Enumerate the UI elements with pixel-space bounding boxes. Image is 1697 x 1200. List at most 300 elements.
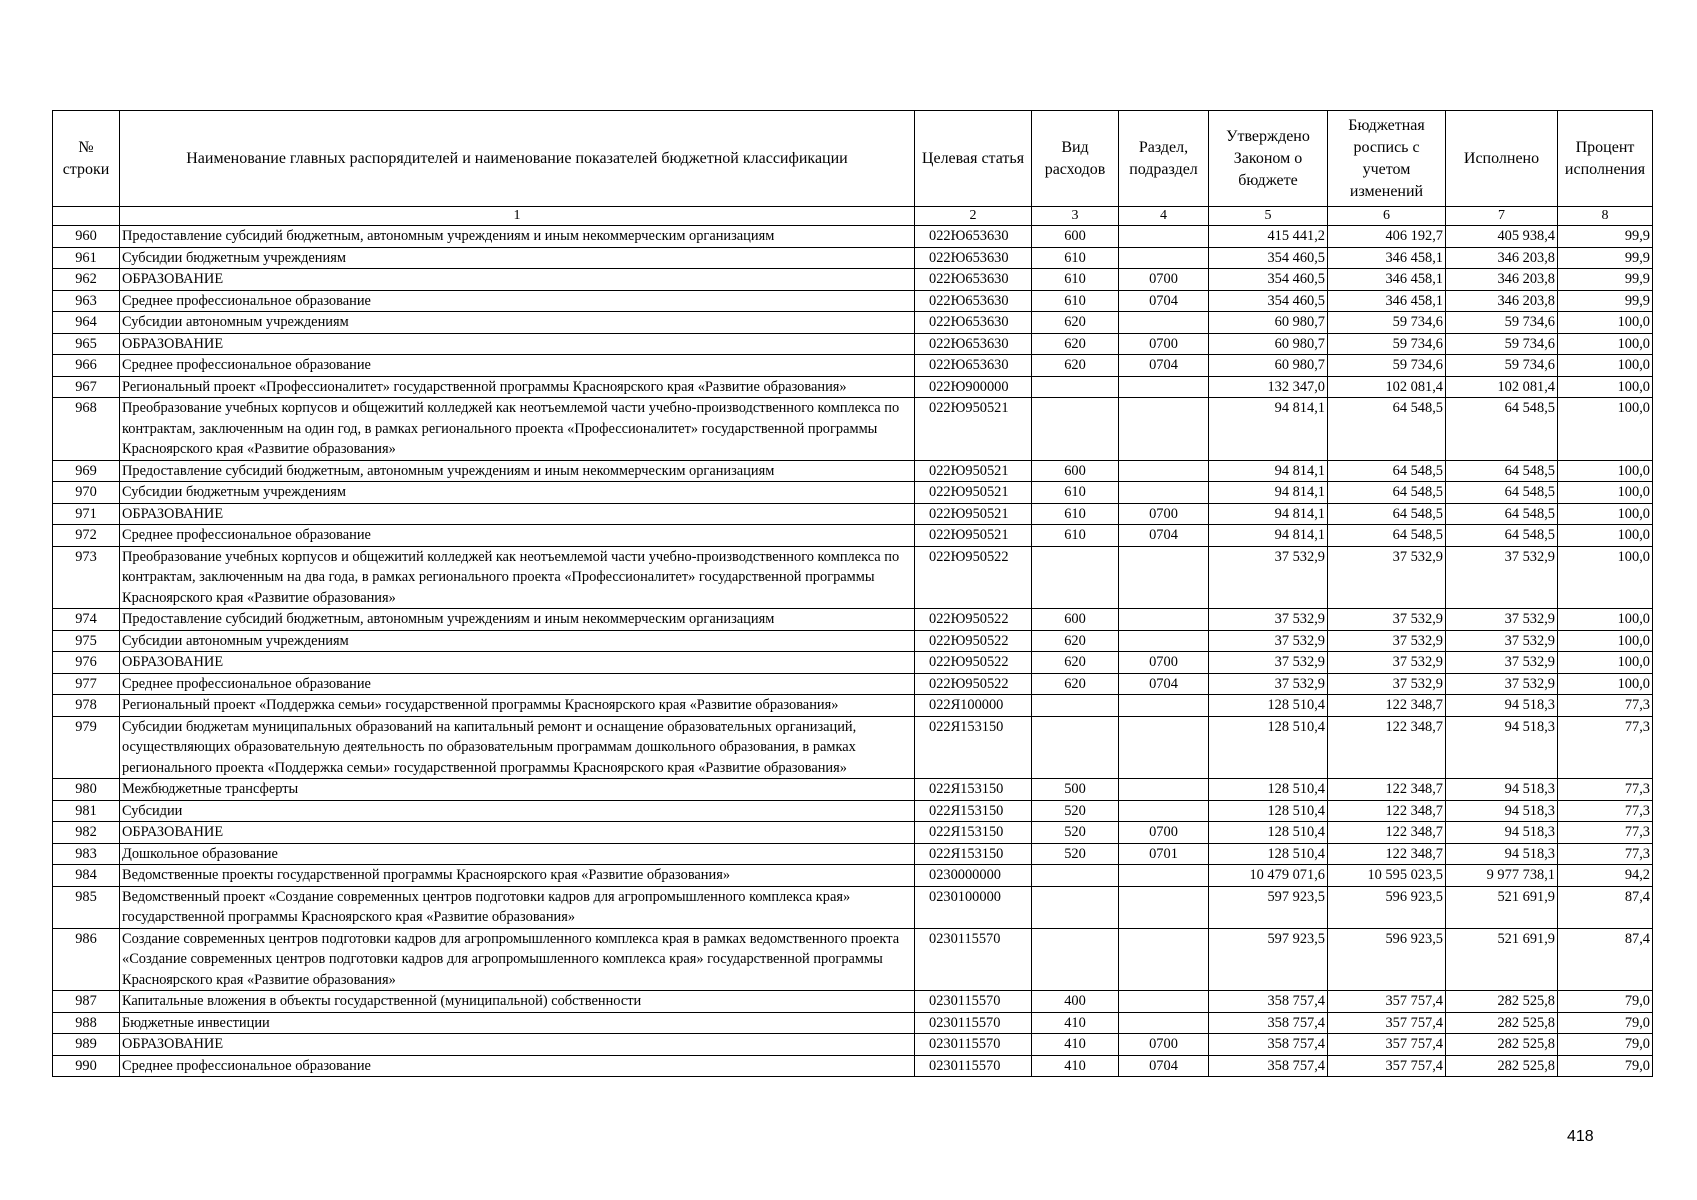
budget-list-amount: 346 458,1 xyxy=(1328,269,1446,291)
section-code: 0700 xyxy=(1119,822,1209,844)
budget-list-amount: 596 923,5 xyxy=(1328,886,1446,928)
approved-amount: 37 532,9 xyxy=(1209,673,1328,695)
target-article: 022Ю653630 xyxy=(915,333,1032,355)
approved-amount: 128 510,4 xyxy=(1209,822,1328,844)
row-name: Субсидии бюджетным учреждениям xyxy=(120,247,915,269)
execution-percent: 99,9 xyxy=(1558,247,1653,269)
table-row xyxy=(53,1012,1653,1034)
approved-amount: 10 479 071,6 xyxy=(1209,865,1328,887)
execution-percent: 79,0 xyxy=(1558,1055,1653,1077)
budget-list-amount: 37 532,9 xyxy=(1328,652,1446,674)
target-article: 0230100000 xyxy=(915,886,1032,928)
table-row xyxy=(53,247,1653,269)
target-article: 022Ю653630 xyxy=(915,247,1032,269)
section-code xyxy=(1119,779,1209,801)
table-row xyxy=(53,652,1653,674)
executed-amount: 37 532,9 xyxy=(1446,609,1558,631)
expense-type xyxy=(1032,376,1119,398)
row-number: 976 xyxy=(53,652,120,674)
approved-amount: 358 757,4 xyxy=(1209,1012,1328,1034)
approved-amount: 358 757,4 xyxy=(1209,1055,1328,1077)
expense-type xyxy=(1032,886,1119,928)
column-number: 5 xyxy=(1209,207,1328,226)
row-name: ОБРАЗОВАНИЕ xyxy=(120,822,915,844)
row-number: 977 xyxy=(53,673,120,695)
budget-list-amount: 10 595 023,5 xyxy=(1328,865,1446,887)
executed-amount: 59 734,6 xyxy=(1446,355,1558,377)
target-article: 0230115570 xyxy=(915,1012,1032,1034)
table-row xyxy=(53,843,1653,865)
target-article: 022Ю900000 xyxy=(915,376,1032,398)
header-budget-list: Бюджетная роспись с учетом изменений xyxy=(1328,111,1446,207)
executed-amount: 94 518,3 xyxy=(1446,800,1558,822)
budget-list-amount: 64 548,5 xyxy=(1328,482,1446,504)
executed-amount: 94 518,3 xyxy=(1446,695,1558,717)
column-number: 1 xyxy=(120,207,915,226)
table-row xyxy=(53,865,1653,887)
section-code: 0700 xyxy=(1119,333,1209,355)
section-code xyxy=(1119,398,1209,461)
section-code: 0704 xyxy=(1119,1055,1209,1077)
budget-list-amount: 122 348,7 xyxy=(1328,695,1446,717)
target-article: 022Ю653630 xyxy=(915,312,1032,334)
target-article: 022Я153150 xyxy=(915,800,1032,822)
execution-percent: 100,0 xyxy=(1558,312,1653,334)
executed-amount: 282 525,8 xyxy=(1446,1012,1558,1034)
target-article: 022Ю653630 xyxy=(915,355,1032,377)
row-number: 968 xyxy=(53,398,120,461)
expense-type: 620 xyxy=(1032,630,1119,652)
table-row xyxy=(53,1055,1653,1077)
target-article: 022Я153150 xyxy=(915,779,1032,801)
executed-amount: 64 548,5 xyxy=(1446,525,1558,547)
table-row xyxy=(53,928,1653,991)
section-code xyxy=(1119,226,1209,248)
executed-amount: 37 532,9 xyxy=(1446,673,1558,695)
budget-list-amount: 37 532,9 xyxy=(1328,673,1446,695)
row-number: 989 xyxy=(53,1034,120,1056)
table-row xyxy=(53,1034,1653,1056)
budget-list-amount: 406 192,7 xyxy=(1328,226,1446,248)
header-target-article: Целевая статья xyxy=(915,111,1032,207)
approved-amount: 37 532,9 xyxy=(1209,546,1328,609)
approved-amount: 94 814,1 xyxy=(1209,398,1328,461)
execution-percent: 79,0 xyxy=(1558,1034,1653,1056)
table-row xyxy=(53,312,1653,334)
approved-amount: 597 923,5 xyxy=(1209,886,1328,928)
budget-list-amount: 64 548,5 xyxy=(1328,503,1446,525)
table-row xyxy=(53,525,1653,547)
executed-amount: 64 548,5 xyxy=(1446,398,1558,461)
target-article: 022Ю950521 xyxy=(915,398,1032,461)
expense-type: 520 xyxy=(1032,822,1119,844)
section-code xyxy=(1119,1012,1209,1034)
target-article: 0230115570 xyxy=(915,928,1032,991)
approved-amount: 354 460,5 xyxy=(1209,269,1328,291)
column-number: 7 xyxy=(1446,207,1558,226)
target-article: 022Ю950522 xyxy=(915,609,1032,631)
approved-amount: 354 460,5 xyxy=(1209,247,1328,269)
execution-percent: 77,3 xyxy=(1558,843,1653,865)
section-code xyxy=(1119,247,1209,269)
row-number: 979 xyxy=(53,716,120,779)
section-code: 0704 xyxy=(1119,673,1209,695)
execution-percent: 100,0 xyxy=(1558,333,1653,355)
header-expense-type: Вид расходов xyxy=(1032,111,1119,207)
row-name: Региональный проект «Профессионалитет» государственной программы Красноярского края «Развитие образования» xyxy=(120,376,915,398)
budget-table xyxy=(52,110,1653,1077)
execution-percent: 99,9 xyxy=(1558,290,1653,312)
executed-amount: 37 532,9 xyxy=(1446,652,1558,674)
approved-amount: 37 532,9 xyxy=(1209,652,1328,674)
target-article: 022Я153150 xyxy=(915,716,1032,779)
budget-list-amount: 122 348,7 xyxy=(1328,779,1446,801)
header-executed: Исполнено xyxy=(1446,111,1558,207)
expense-type: 600 xyxy=(1032,226,1119,248)
budget-list-amount: 122 348,7 xyxy=(1328,716,1446,779)
target-article: 022Ю950521 xyxy=(915,482,1032,504)
execution-percent: 87,4 xyxy=(1558,928,1653,991)
executed-amount: 282 525,8 xyxy=(1446,1055,1558,1077)
section-code: 0700 xyxy=(1119,503,1209,525)
row-name: Среднее профессиональное образование xyxy=(120,290,915,312)
executed-amount: 346 203,8 xyxy=(1446,269,1558,291)
column-number: 3 xyxy=(1032,207,1119,226)
expense-type: 610 xyxy=(1032,269,1119,291)
header-percent: Процент исполнения xyxy=(1558,111,1653,207)
row-number: 964 xyxy=(53,312,120,334)
expense-type: 400 xyxy=(1032,991,1119,1013)
execution-percent: 100,0 xyxy=(1558,376,1653,398)
row-name: Предоставление субсидий бюджетным, автономным учреждениям и иным некоммерческим организациям xyxy=(120,609,915,631)
approved-amount: 128 510,4 xyxy=(1209,843,1328,865)
approved-amount: 94 814,1 xyxy=(1209,482,1328,504)
approved-amount: 597 923,5 xyxy=(1209,928,1328,991)
execution-percent: 87,4 xyxy=(1558,886,1653,928)
table-row xyxy=(53,546,1653,609)
row-name: Ведомственные проекты государственной программы Красноярского края «Развитие образования» xyxy=(120,865,915,887)
executed-amount: 282 525,8 xyxy=(1446,991,1558,1013)
section-code xyxy=(1119,460,1209,482)
section-code xyxy=(1119,800,1209,822)
section-code xyxy=(1119,482,1209,504)
executed-amount: 521 691,9 xyxy=(1446,886,1558,928)
row-name: Среднее профессиональное образование xyxy=(120,355,915,377)
expense-type: 620 xyxy=(1032,312,1119,334)
expense-type: 600 xyxy=(1032,609,1119,631)
expense-type: 610 xyxy=(1032,290,1119,312)
row-number: 988 xyxy=(53,1012,120,1034)
section-code xyxy=(1119,991,1209,1013)
budget-list-amount: 346 458,1 xyxy=(1328,247,1446,269)
column-number: 2 xyxy=(915,207,1032,226)
target-article: 022Ю950522 xyxy=(915,652,1032,674)
table-row xyxy=(53,800,1653,822)
target-article: 022Ю950521 xyxy=(915,525,1032,547)
approved-amount: 128 510,4 xyxy=(1209,800,1328,822)
executed-amount: 94 518,3 xyxy=(1446,779,1558,801)
row-name: ОБРАЗОВАНИЕ xyxy=(120,1034,915,1056)
executed-amount: 64 548,5 xyxy=(1446,460,1558,482)
row-name: Межбюджетные трансферты xyxy=(120,779,915,801)
budget-list-amount: 122 348,7 xyxy=(1328,800,1446,822)
column-number-blank xyxy=(53,207,120,226)
execution-percent: 100,0 xyxy=(1558,355,1653,377)
target-article: 022Я100000 xyxy=(915,695,1032,717)
table-row xyxy=(53,886,1653,928)
budget-list-amount: 346 458,1 xyxy=(1328,290,1446,312)
row-number: 981 xyxy=(53,800,120,822)
expense-type: 410 xyxy=(1032,1055,1119,1077)
budget-list-amount: 596 923,5 xyxy=(1328,928,1446,991)
row-name: ОБРАЗОВАНИЕ xyxy=(120,503,915,525)
budget-list-amount: 64 548,5 xyxy=(1328,398,1446,461)
row-name: Предоставление субсидий бюджетным, автономным учреждениям и иным некоммерческим организациям xyxy=(120,460,915,482)
row-number: 963 xyxy=(53,290,120,312)
executed-amount: 405 938,4 xyxy=(1446,226,1558,248)
executed-amount: 37 532,9 xyxy=(1446,630,1558,652)
column-number: 6 xyxy=(1328,207,1446,226)
table-row xyxy=(53,716,1653,779)
table-row xyxy=(53,376,1653,398)
approved-amount: 37 532,9 xyxy=(1209,630,1328,652)
row-number: 982 xyxy=(53,822,120,844)
budget-list-amount: 102 081,4 xyxy=(1328,376,1446,398)
row-number: 986 xyxy=(53,928,120,991)
target-article: 022Ю653630 xyxy=(915,226,1032,248)
execution-percent: 99,9 xyxy=(1558,226,1653,248)
row-name: ОБРАЗОВАНИЕ xyxy=(120,269,915,291)
execution-percent: 100,0 xyxy=(1558,460,1653,482)
header-section: Раздел, подраздел xyxy=(1119,111,1209,207)
approved-amount: 94 814,1 xyxy=(1209,460,1328,482)
table-row xyxy=(53,398,1653,461)
expense-type xyxy=(1032,546,1119,609)
approved-amount: 128 510,4 xyxy=(1209,716,1328,779)
table-row xyxy=(53,503,1653,525)
execution-percent: 100,0 xyxy=(1558,609,1653,631)
row-number: 970 xyxy=(53,482,120,504)
budget-list-amount: 59 734,6 xyxy=(1328,355,1446,377)
budget-list-amount: 357 757,4 xyxy=(1328,991,1446,1013)
row-number: 975 xyxy=(53,630,120,652)
row-name: Субсидии xyxy=(120,800,915,822)
row-name: Ведомственный проект «Создание современных центров подготовки кадров для агропромышленного комплекса края» государственной программы Красноярского края «Развитие образования» xyxy=(120,886,915,928)
executed-amount: 346 203,8 xyxy=(1446,290,1558,312)
executed-amount: 59 734,6 xyxy=(1446,312,1558,334)
execution-percent: 94,2 xyxy=(1558,865,1653,887)
executed-amount: 346 203,8 xyxy=(1446,247,1558,269)
column-number-row xyxy=(53,207,1653,226)
target-article: 022Ю950522 xyxy=(915,630,1032,652)
execution-percent: 79,0 xyxy=(1558,991,1653,1013)
expense-type: 620 xyxy=(1032,652,1119,674)
page-number: 418 xyxy=(1567,1128,1594,1145)
row-number: 973 xyxy=(53,546,120,609)
table-row xyxy=(53,695,1653,717)
executed-amount: 521 691,9 xyxy=(1446,928,1558,991)
section-code xyxy=(1119,546,1209,609)
execution-percent: 77,3 xyxy=(1558,822,1653,844)
row-name: Среднее профессиональное образование xyxy=(120,1055,915,1077)
expense-type: 600 xyxy=(1032,460,1119,482)
budget-list-amount: 122 348,7 xyxy=(1328,822,1446,844)
column-number: 8 xyxy=(1558,207,1653,226)
expense-type: 520 xyxy=(1032,800,1119,822)
row-name: Преобразование учебных корпусов и общежитий колледжей как неотъемлемой части учебно-производственного комплекса по контрактам, заключенным на два года, в рамках регионального проекта «Профессионалитет» государственной программы Красноярского края «Развитие образования» xyxy=(120,546,915,609)
approved-amount: 128 510,4 xyxy=(1209,779,1328,801)
executed-amount: 37 532,9 xyxy=(1446,546,1558,609)
row-number: 980 xyxy=(53,779,120,801)
row-number: 990 xyxy=(53,1055,120,1077)
expense-type: 610 xyxy=(1032,503,1119,525)
executed-amount: 94 518,3 xyxy=(1446,822,1558,844)
row-number: 978 xyxy=(53,695,120,717)
row-number: 987 xyxy=(53,991,120,1013)
budget-list-amount: 64 548,5 xyxy=(1328,460,1446,482)
section-code xyxy=(1119,609,1209,631)
column-number: 4 xyxy=(1119,207,1209,226)
executed-amount: 94 518,3 xyxy=(1446,716,1558,779)
section-code xyxy=(1119,312,1209,334)
execution-percent: 100,0 xyxy=(1558,652,1653,674)
budget-list-amount: 59 734,6 xyxy=(1328,333,1446,355)
execution-percent: 100,0 xyxy=(1558,503,1653,525)
expense-type: 620 xyxy=(1032,355,1119,377)
target-article: 0230115570 xyxy=(915,1055,1032,1077)
budget-list-amount: 357 757,4 xyxy=(1328,1034,1446,1056)
row-name: Субсидии бюджетным учреждениям xyxy=(120,482,915,504)
section-code xyxy=(1119,886,1209,928)
row-number: 985 xyxy=(53,886,120,928)
header-approved: Утверждено Законом о бюджете xyxy=(1209,111,1328,207)
approved-amount: 60 980,7 xyxy=(1209,333,1328,355)
expense-type: 610 xyxy=(1032,247,1119,269)
table-row xyxy=(53,333,1653,355)
execution-percent: 100,0 xyxy=(1558,398,1653,461)
row-name: Капитальные вложения в объекты государственной (муниципальной) собственности xyxy=(120,991,915,1013)
section-code: 0700 xyxy=(1119,652,1209,674)
approved-amount: 60 980,7 xyxy=(1209,312,1328,334)
executed-amount: 59 734,6 xyxy=(1446,333,1558,355)
expense-type: 610 xyxy=(1032,525,1119,547)
section-code xyxy=(1119,376,1209,398)
section-code: 0701 xyxy=(1119,843,1209,865)
approved-amount: 358 757,4 xyxy=(1209,1034,1328,1056)
row-number: 972 xyxy=(53,525,120,547)
section-code: 0700 xyxy=(1119,269,1209,291)
approved-amount: 37 532,9 xyxy=(1209,609,1328,631)
execution-percent: 100,0 xyxy=(1558,630,1653,652)
row-number: 965 xyxy=(53,333,120,355)
approved-amount: 94 814,1 xyxy=(1209,503,1328,525)
row-name: Бюджетные инвестиции xyxy=(120,1012,915,1034)
execution-percent: 100,0 xyxy=(1558,482,1653,504)
expense-type xyxy=(1032,695,1119,717)
target-article: 022Ю653630 xyxy=(915,290,1032,312)
table-row xyxy=(53,355,1653,377)
table-row xyxy=(53,673,1653,695)
budget-list-amount: 122 348,7 xyxy=(1328,843,1446,865)
expense-type xyxy=(1032,928,1119,991)
budget-list-amount: 59 734,6 xyxy=(1328,312,1446,334)
approved-amount: 94 814,1 xyxy=(1209,525,1328,547)
row-name: Региональный проект «Поддержка семьи» государственной программы Красноярского края «Развитие образования» xyxy=(120,695,915,717)
executed-amount: 94 518,3 xyxy=(1446,843,1558,865)
target-article: 022Я153150 xyxy=(915,843,1032,865)
budget-list-amount: 37 532,9 xyxy=(1328,630,1446,652)
row-name: Субсидии автономным учреждениям xyxy=(120,312,915,334)
expense-type: 500 xyxy=(1032,779,1119,801)
execution-percent: 79,0 xyxy=(1558,1012,1653,1034)
row-number: 960 xyxy=(53,226,120,248)
table-row xyxy=(53,226,1653,248)
row-name: Субсидии автономным учреждениям xyxy=(120,630,915,652)
execution-percent: 77,3 xyxy=(1558,695,1653,717)
approved-amount: 128 510,4 xyxy=(1209,695,1328,717)
table-row xyxy=(53,991,1653,1013)
target-article: 022Ю950521 xyxy=(915,460,1032,482)
expense-type: 620 xyxy=(1032,673,1119,695)
approved-amount: 60 980,7 xyxy=(1209,355,1328,377)
expense-type xyxy=(1032,398,1119,461)
target-article: 0230115570 xyxy=(915,1034,1032,1056)
target-article: 0230000000 xyxy=(915,865,1032,887)
budget-list-amount: 64 548,5 xyxy=(1328,525,1446,547)
row-number: 961 xyxy=(53,247,120,269)
expense-type: 410 xyxy=(1032,1012,1119,1034)
execution-percent: 99,9 xyxy=(1558,269,1653,291)
row-name: ОБРАЗОВАНИЕ xyxy=(120,652,915,674)
section-code xyxy=(1119,865,1209,887)
row-number: 984 xyxy=(53,865,120,887)
approved-amount: 354 460,5 xyxy=(1209,290,1328,312)
executed-amount: 282 525,8 xyxy=(1446,1034,1558,1056)
table-row xyxy=(53,630,1653,652)
table-row xyxy=(53,609,1653,631)
row-name: Создание современных центров подготовки кадров для агропромышленного комплекса края в рамках ведомственного проекта «Создание современных центров подготовки кадров для агропромышленного комплекса края» государственной программы Красноярского края «Развитие образования» xyxy=(120,928,915,991)
row-number: 974 xyxy=(53,609,120,631)
target-article: 022Ю653630 xyxy=(915,269,1032,291)
execution-percent: 77,3 xyxy=(1558,800,1653,822)
budget-list-amount: 37 532,9 xyxy=(1328,609,1446,631)
row-name: Дошкольное образование xyxy=(120,843,915,865)
target-article: 022Ю950522 xyxy=(915,673,1032,695)
row-name: ОБРАЗОВАНИЕ xyxy=(120,333,915,355)
target-article: 022Ю950521 xyxy=(915,503,1032,525)
row-name: Предоставление субсидий бюджетным, автономным учреждениям и иным некоммерческим организациям xyxy=(120,226,915,248)
row-number: 983 xyxy=(53,843,120,865)
budget-list-amount: 357 757,4 xyxy=(1328,1012,1446,1034)
budget-list-amount: 357 757,4 xyxy=(1328,1055,1446,1077)
approved-amount: 415 441,2 xyxy=(1209,226,1328,248)
table-row xyxy=(53,269,1653,291)
row-name: Субсидии бюджетам муниципальных образований на капитальный ремонт и оснащение образовательных организаций, осуществляющих образовательную деятельность по образовательным программам дошкольного образования, в рамках регионального проекта «Поддержка семьи» государственной программы Красноярского края «Развитие образования» xyxy=(120,716,915,779)
section-code xyxy=(1119,928,1209,991)
row-number: 966 xyxy=(53,355,120,377)
section-code xyxy=(1119,695,1209,717)
execution-percent: 77,3 xyxy=(1558,779,1653,801)
target-article: 0230115570 xyxy=(915,991,1032,1013)
expense-type: 410 xyxy=(1032,1034,1119,1056)
executed-amount: 64 548,5 xyxy=(1446,482,1558,504)
table-row xyxy=(53,482,1653,504)
table-row xyxy=(53,779,1653,801)
section-code: 0704 xyxy=(1119,525,1209,547)
approved-amount: 132 347,0 xyxy=(1209,376,1328,398)
header-row xyxy=(53,111,1653,207)
table-row xyxy=(53,290,1653,312)
